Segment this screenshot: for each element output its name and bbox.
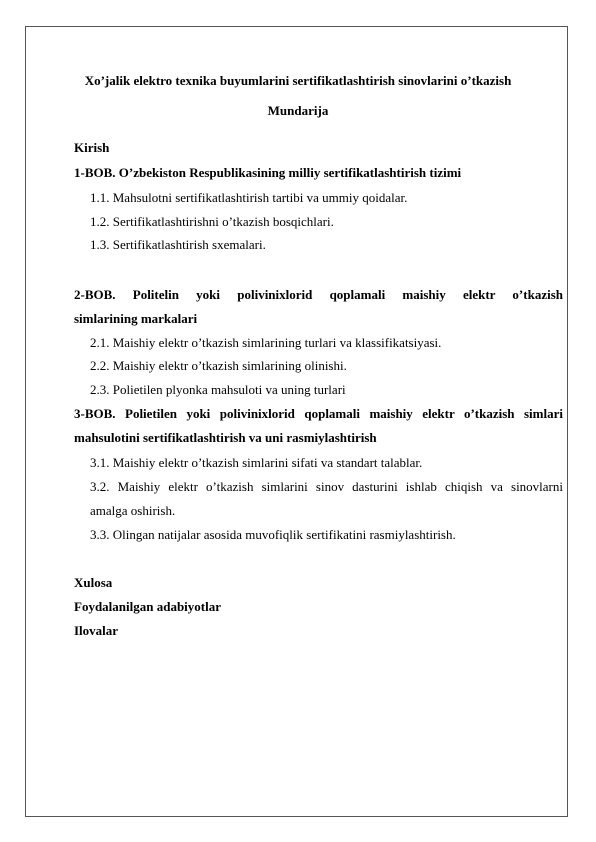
toc-conclusion: Xulosa	[74, 575, 113, 590]
toc-item-3-2-continued: amalga oshirish.	[90, 503, 176, 518]
toc-chapter-1: 1-BOB. O’zbekiston Respublikasining milliy sertifikatlashtirish tizimi	[74, 165, 462, 180]
toc-item-3-2: 3.2. Maishiy elektr o’tkazish simlarini sinov dasturini ishlab chiqish va sinovlarni	[90, 479, 563, 494]
toc-item-1-1: 1.1. Mahsulotni sertifikatlashtirish tartibi va ummiy qoidalar.	[90, 190, 408, 205]
toc-item-1-2: 1.2. Sertifikatlashtirishni o’tkazish bosqichlari.	[90, 214, 334, 229]
contents-heading: Mundarija	[267, 103, 329, 118]
toc-chapter-3-line-2: mahsulotini sertifikatlashtirish va uni rasmiylashtirish	[74, 430, 377, 445]
toc-chapter-2-line-2: simlarining markalari	[74, 311, 198, 326]
toc-item-3-1: 3.1. Maishiy elektr o’tkazish simlarini sifati va standart talablar.	[90, 455, 423, 470]
document-title: Xo’jalik elektro texnika buyumlarini sertifikatlashtirish sinovlarini o’tkazish	[84, 73, 512, 88]
toc-chapter-2-line-1: 2-BOB. Politelin yoki polivinixlorid qoplamali maishiy elektr o’tkazish	[74, 287, 563, 302]
toc-item-1-3: 1.3. Sertifikatlashtirish sxemalari.	[90, 237, 266, 252]
toc-appendices: Ilovalar	[74, 623, 119, 638]
toc-item-2-3: 2.3. Polietilen plyonka mahsuloti va uning turlari	[90, 382, 346, 397]
toc-item-3-3: 3.3. Olingan natijalar asosida muvofiqlik sertifikatini rasmiylashtirish.	[90, 527, 456, 542]
toc-item-2-1: 2.1. Maishiy elektr o’tkazish simlarining turlari va klassifikatsiyasi.	[90, 335, 442, 350]
toc-references: Foydalanilgan adabiyotlar	[74, 599, 221, 614]
toc-item-2-2: 2.2. Maishiy elektr o’tkazish simlarining olinishi.	[90, 358, 347, 373]
toc-intro: Kirish	[74, 140, 110, 155]
toc-chapter-3-line-1: 3-BOB. Polietilen yoki polivinixlorid qoplamali maishiy elektr o’tkazish simlari	[74, 406, 563, 421]
